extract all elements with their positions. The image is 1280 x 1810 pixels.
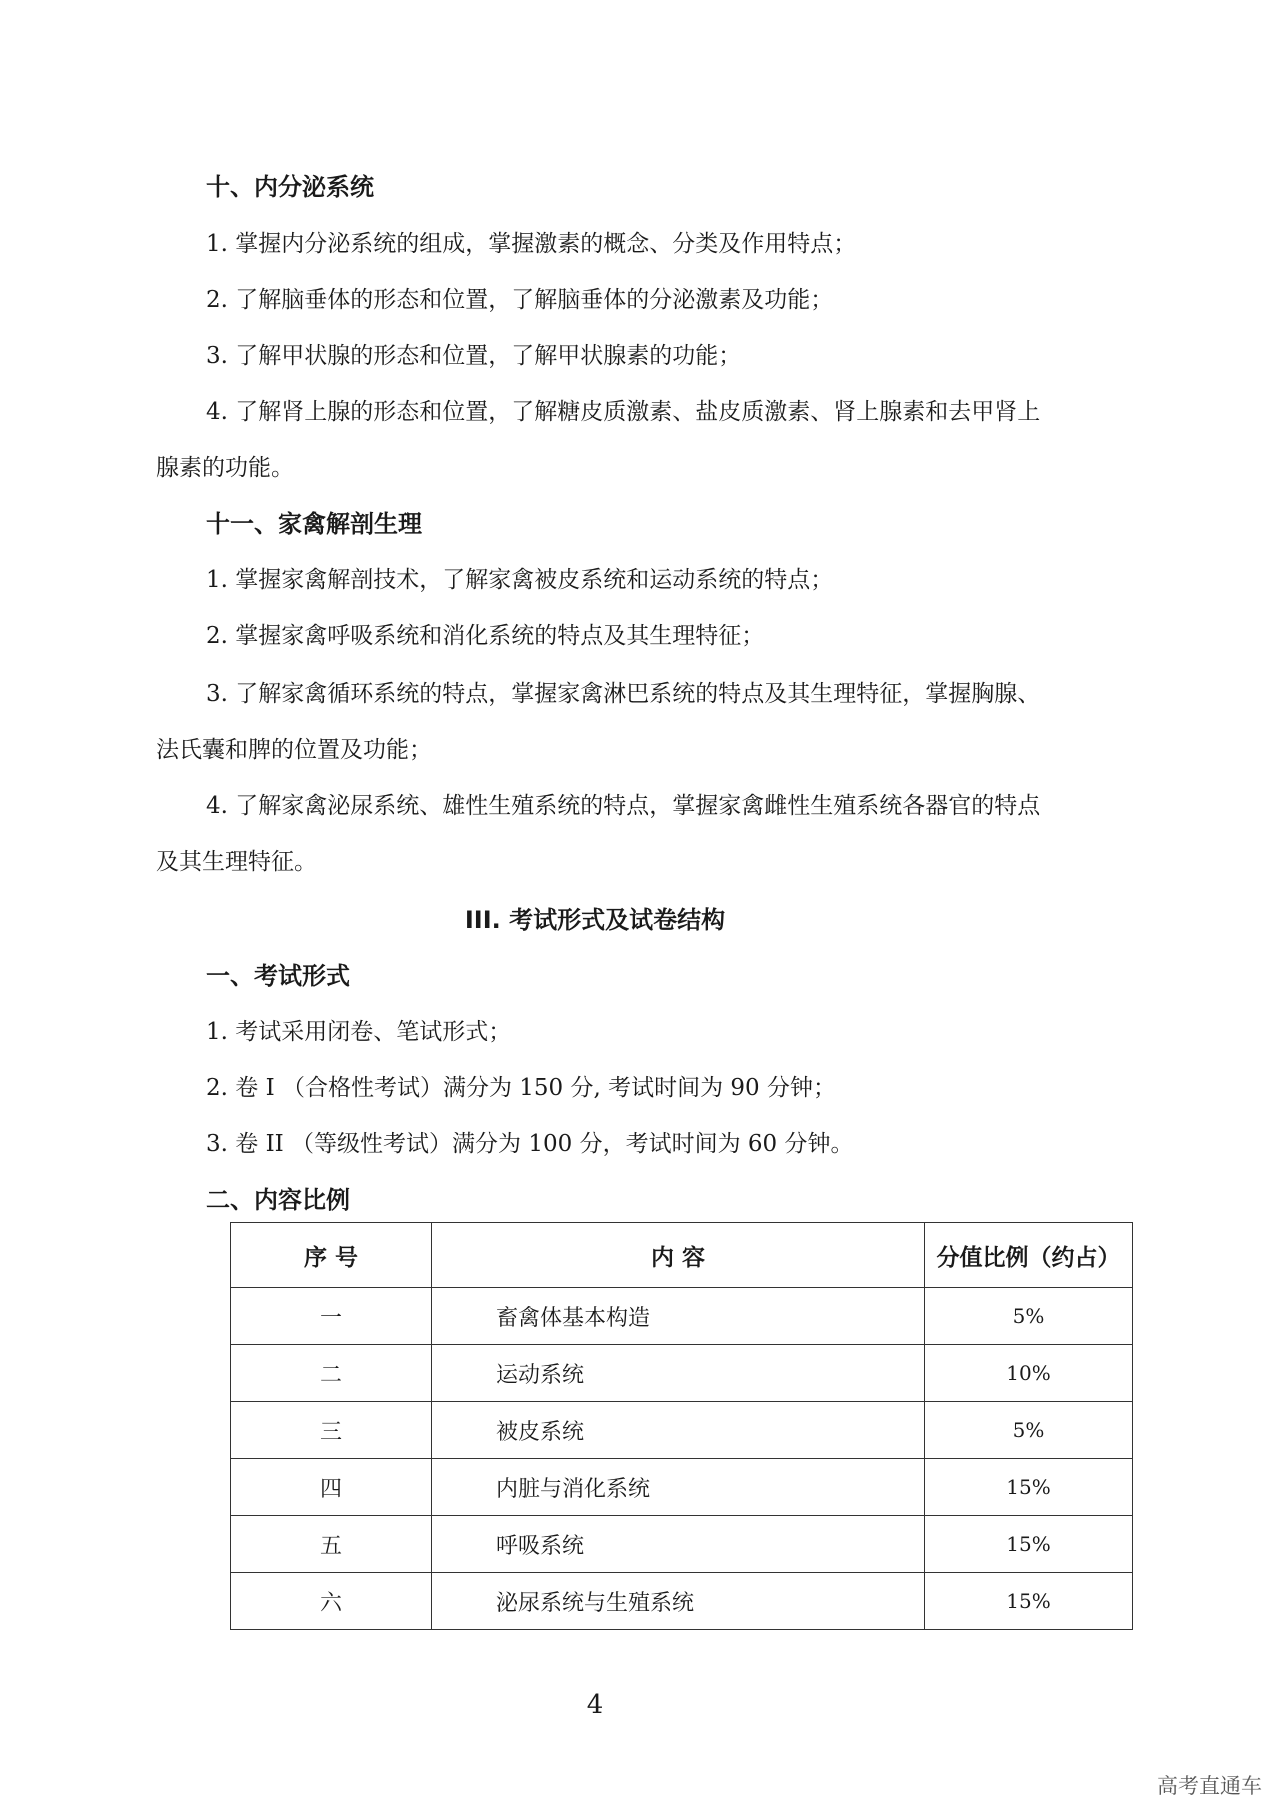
row-content: 运动系统: [432, 1345, 925, 1402]
table-row: [231, 1573, 1133, 1630]
poultry-item-3-cont: 法氏囊和脾的位置及功能；: [156, 737, 432, 763]
exam-form-item-1: 1. 考试采用闭卷、笔试形式；: [206, 1019, 512, 1045]
part-title: III. 考试形式及试卷结构: [464, 906, 726, 934]
row-no: 三: [231, 1402, 432, 1459]
header-content: 内 容: [432, 1223, 925, 1288]
poultry-item-2: 2. 掌握家禽呼吸系统和消化系统的特点及其生理特征；: [206, 623, 765, 649]
table-row: [231, 1288, 1133, 1345]
exam-form-item-2: 2. 卷 I （合格性考试）满分为 150 分, 考试时间为 90 分钟；: [206, 1075, 836, 1101]
header-no: 序 号: [231, 1223, 432, 1288]
section-heading-endocrine: 十、内分泌系统: [206, 173, 374, 201]
endocrine-item-1: 1. 掌握内分泌系统的组成，掌握激素的概念、分类及作用特点；: [206, 231, 857, 257]
row-content: 内脏与消化系统: [432, 1459, 925, 1516]
row-no: 四: [231, 1459, 432, 1516]
row-percent: 5%: [925, 1402, 1133, 1459]
row-content: 畜禽体基本构造: [432, 1288, 925, 1345]
content-ratio-heading: 二、内容比例: [206, 1186, 350, 1214]
section-heading-poultry: 十一、家禽解剖生理: [206, 510, 422, 538]
table-row: [231, 1345, 1133, 1402]
row-content: 泌尿系统与生殖系统: [432, 1573, 925, 1630]
endocrine-item-4: 4. 了解肾上腺的形态和位置，了解糖皮质激素、盐皮质激素、肾上腺素和去甲肾上: [206, 399, 1041, 425]
row-no: 二: [231, 1345, 432, 1402]
row-percent: 15%: [925, 1459, 1133, 1516]
endocrine-item-4-cont: 腺素的功能。: [156, 455, 294, 481]
poultry-item-4: 4. 了解家禽泌尿系统、雄性生殖系统的特点，掌握家禽雌性生殖系统各器官的特点: [206, 793, 1041, 819]
row-percent: 10%: [925, 1345, 1133, 1402]
poultry-item-4-cont: 及其生理特征。: [156, 849, 317, 875]
endocrine-item-2: 2. 了解脑垂体的形态和位置，了解脑垂体的分泌激素及功能；: [206, 287, 834, 313]
table-row: [231, 1402, 1133, 1459]
poultry-item-3: 3. 了解家禽循环系统的特点，掌握家禽淋巴系统的特点及其生理特征，掌握胸腺、: [206, 681, 1041, 707]
header-percent: 分值比例（约占）: [925, 1223, 1133, 1288]
endocrine-item-3: 3. 了解甲状腺的形态和位置，了解甲状腺素的功能；: [206, 343, 742, 369]
exam-form-item-3: 3. 卷 II （等级性考试）满分为 100 分，考试时间为 60 分钟。: [206, 1131, 854, 1157]
row-content: 呼吸系统: [432, 1516, 925, 1573]
row-content: 被皮系统: [432, 1402, 925, 1459]
row-no: 五: [231, 1516, 432, 1573]
content-ratio-table: [230, 1222, 1133, 1630]
row-no: 六: [231, 1573, 432, 1630]
exam-form-heading: 一、考试形式: [206, 962, 350, 990]
page-number: 4: [586, 1690, 604, 1720]
row-percent: 5%: [925, 1288, 1133, 1345]
watermark: 高考直通车: [1157, 1774, 1262, 1798]
poultry-item-1: 1. 掌握家禽解剖技术，了解家禽被皮系统和运动系统的特点；: [206, 567, 834, 593]
table-header-row: [231, 1223, 1133, 1288]
table-row: [231, 1516, 1133, 1573]
row-no: 一: [231, 1288, 432, 1345]
row-percent: 15%: [925, 1516, 1133, 1573]
table-row: [231, 1459, 1133, 1516]
row-percent: 15%: [925, 1573, 1133, 1630]
